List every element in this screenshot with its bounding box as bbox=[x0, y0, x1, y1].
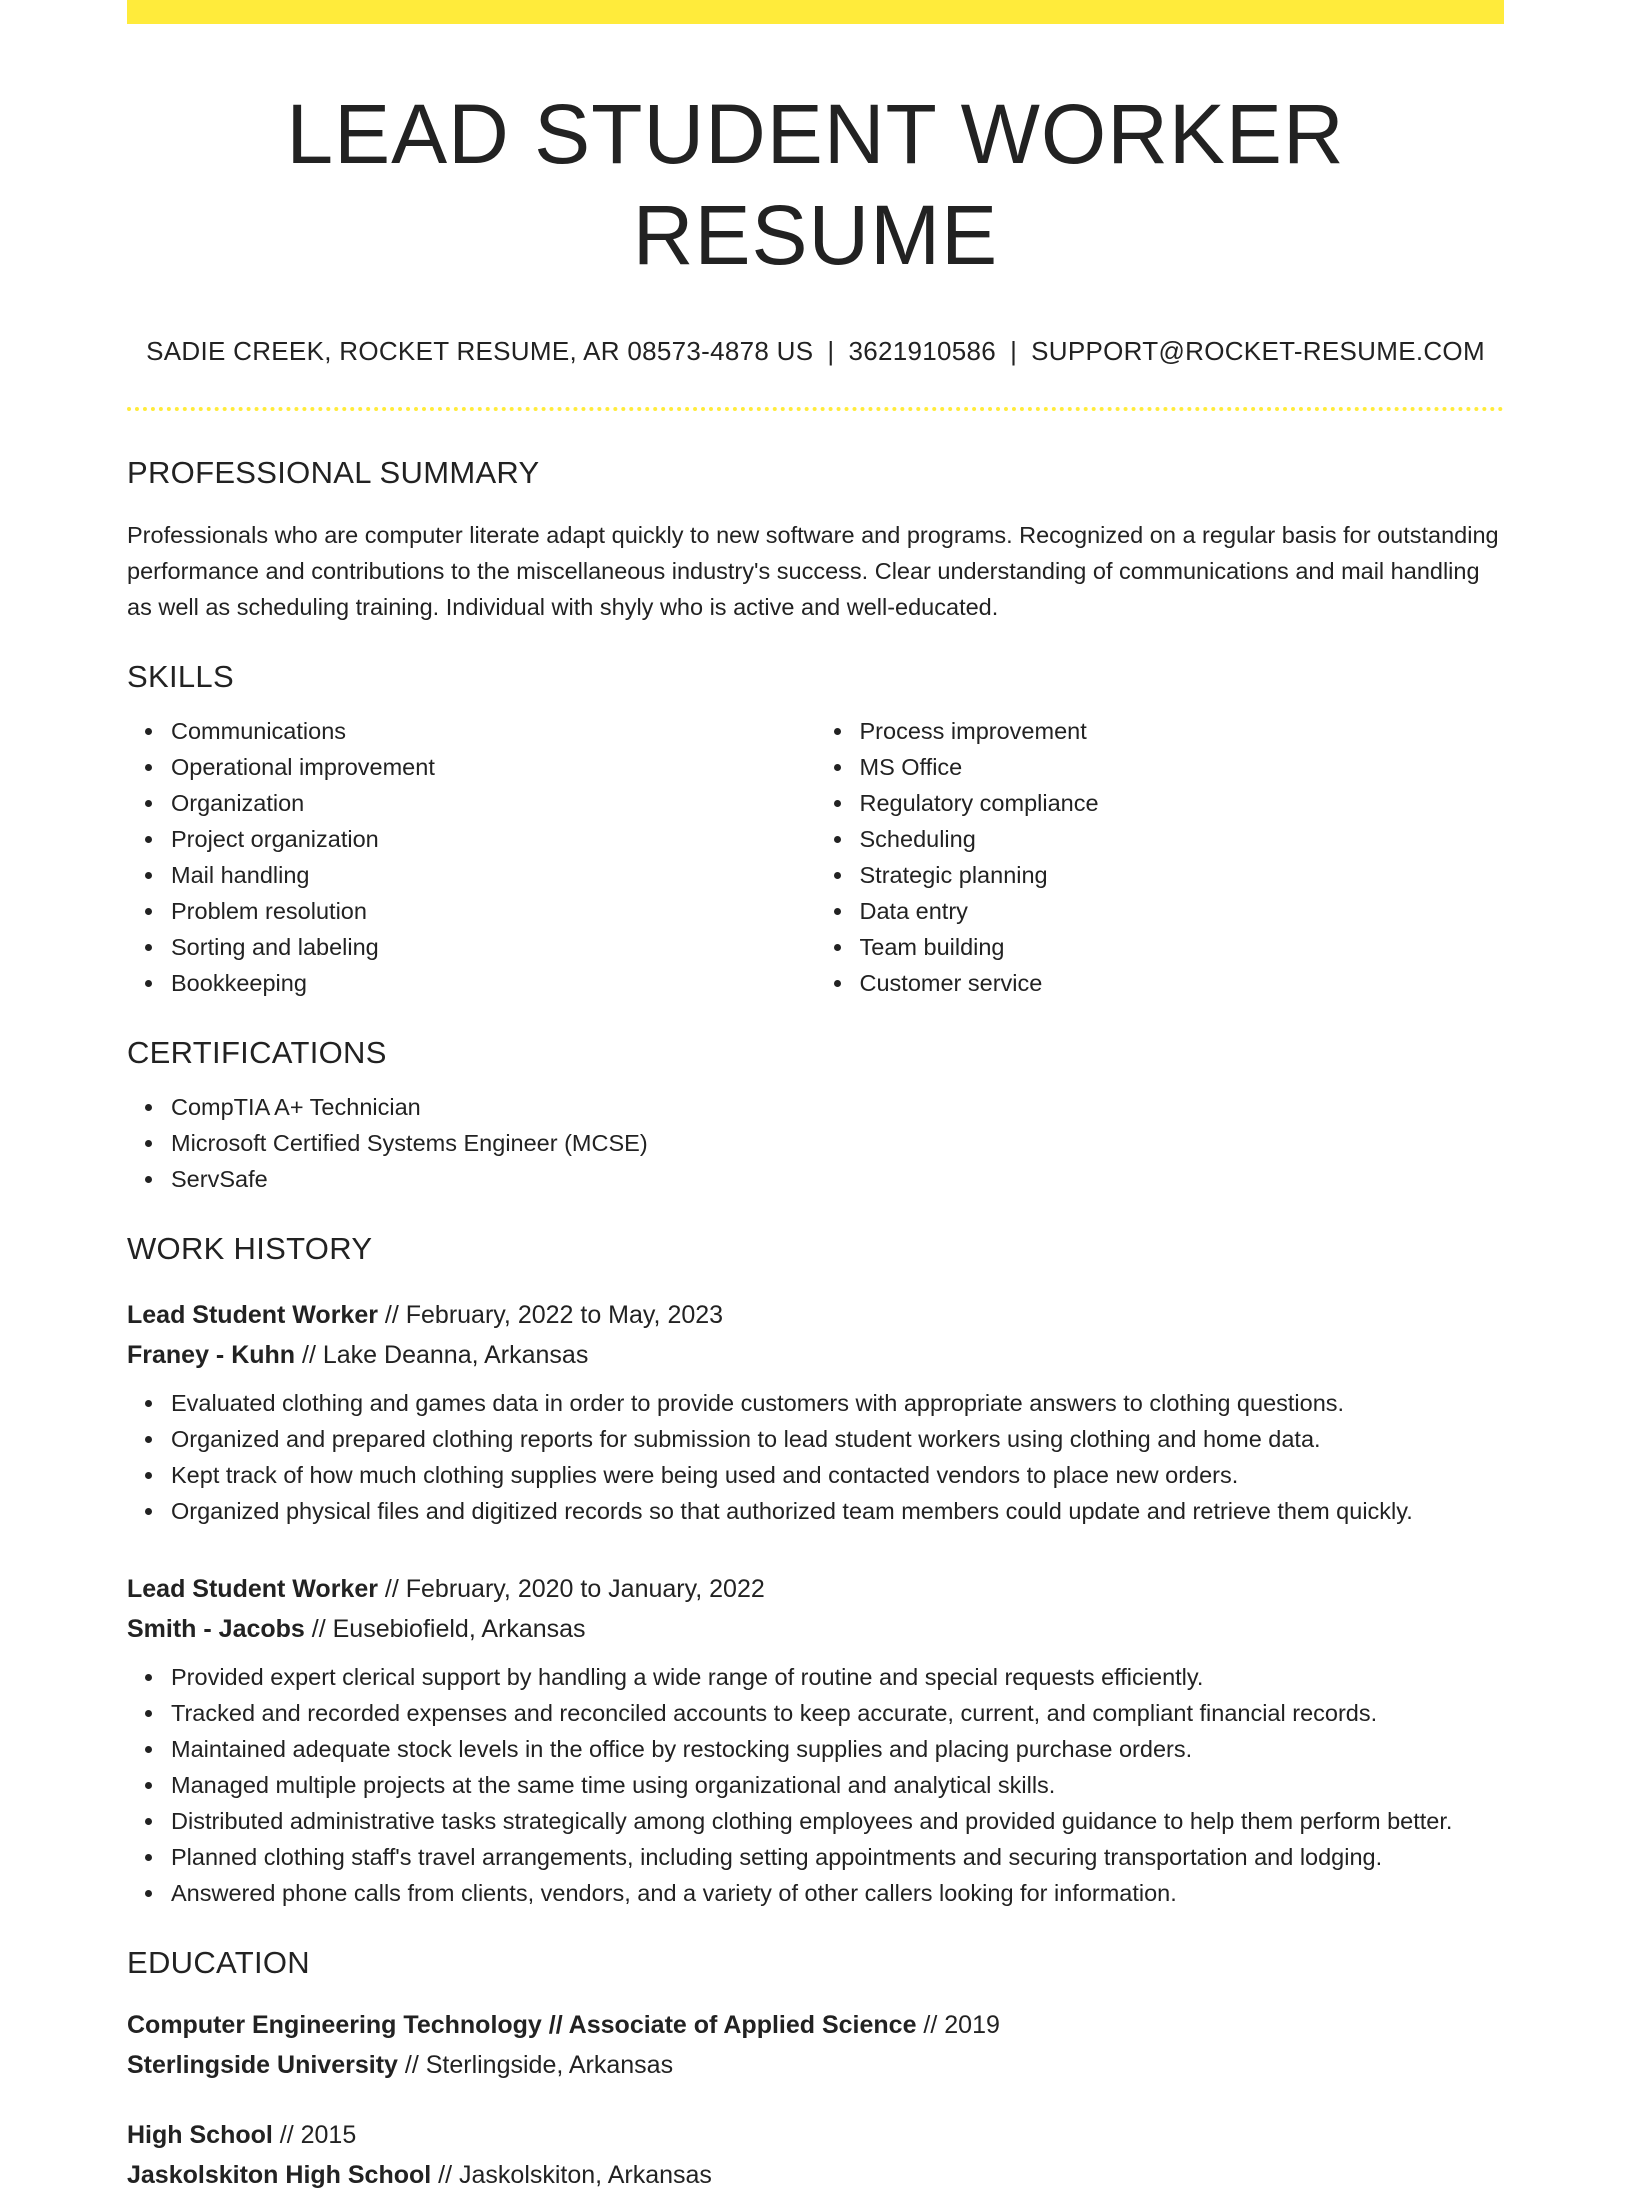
job-dates: // February, 2022 to May, 2023 bbox=[377, 1300, 724, 1329]
education-entry bbox=[127, 2005, 1504, 2085]
education-entry bbox=[127, 2115, 1504, 2195]
job-location: // Lake Deanna, Arkansas bbox=[295, 1340, 589, 1369]
job-bullet: Organized and prepared clothing reports for submission to lead student workers using clothing and home data. bbox=[127, 1421, 1504, 1457]
job-title-line bbox=[127, 1295, 1504, 1335]
certifications-heading: CERTIFICATIONS bbox=[127, 1034, 387, 1070]
job-role: Lead Student Worker bbox=[127, 1300, 378, 1329]
certification-item: CompTIA A+ Technician bbox=[127, 1089, 1504, 1125]
skill-item: Problem resolution bbox=[127, 893, 816, 929]
skill-item: Project organization bbox=[127, 821, 816, 857]
job-bullet: Planned clothing staff's travel arrangements, including setting appointments and securing transportation and lodging. bbox=[127, 1839, 1504, 1875]
job-bullet: Provided expert clerical support by handling a wide range of routine and special requests efficiently. bbox=[127, 1659, 1504, 1695]
job-bullets bbox=[127, 1385, 1504, 1529]
education-location: // Sterlingside, Arkansas bbox=[397, 2050, 674, 2079]
education-degree: Computer Engineering Technology // Associate of Applied Science bbox=[127, 2010, 917, 2039]
education-school: Jaskolskiton High School bbox=[127, 2160, 432, 2189]
skill-item: Mail handling bbox=[127, 857, 816, 893]
job-bullet: Kept track of how much clothing supplies were being used and contacted vendors to place new orders. bbox=[127, 1457, 1504, 1493]
education-year: // 2015 bbox=[272, 2120, 357, 2149]
job-role: Lead Student Worker bbox=[127, 1574, 378, 1603]
summary-text: Professionals who are computer literate adapt quickly to new software and programs. Recognized on a regular basis for outstanding performance and contributions to the miscellaneous industry's success. Clear understanding of communications and mail handling as well as scheduling training. Individual with shyly who is active and well-educated. bbox=[127, 521, 1499, 620]
education-year: // 2019 bbox=[916, 2010, 1000, 2039]
certification-item: ServSafe bbox=[127, 1161, 1504, 1197]
job-bullets bbox=[127, 1659, 1504, 1911]
job-title-line bbox=[127, 1569, 1504, 1609]
skill-item: Regulatory compliance bbox=[816, 785, 1505, 821]
skill-item: Team building bbox=[816, 929, 1505, 965]
education-heading: EDUCATION bbox=[127, 1944, 310, 1980]
certifications-list bbox=[127, 1089, 1504, 1197]
job-bullet: Evaluated clothing and games data in order to provide customers with appropriate answers to clothing questions. bbox=[127, 1385, 1504, 1421]
education-school: Sterlingside University bbox=[127, 2050, 398, 2079]
contact-separator: | bbox=[827, 335, 835, 366]
dotted-divider bbox=[127, 407, 1504, 411]
skill-item: Customer service bbox=[816, 965, 1505, 1001]
job-company: Franey - Kuhn bbox=[127, 1340, 296, 1369]
job-bullet: Managed multiple projects at the same time using organizational and analytical skills. bbox=[127, 1767, 1504, 1803]
summary-heading: PROFESSIONAL SUMMARY bbox=[127, 454, 540, 490]
skills-list-right bbox=[816, 713, 1505, 1001]
skill-item: Scheduling bbox=[816, 821, 1505, 857]
skill-item: Communications bbox=[127, 713, 816, 749]
education-school-line bbox=[127, 2045, 1504, 2085]
job-company: Smith - Jacobs bbox=[127, 1614, 305, 1643]
skill-item: Operational improvement bbox=[127, 749, 816, 785]
certification-item: Microsoft Certified Systems Engineer (MCSE) bbox=[127, 1125, 1504, 1161]
contact-phone: 3621910586 bbox=[848, 335, 997, 366]
skills-columns bbox=[127, 695, 1504, 1001]
job-bullet: Organized physical files and digitized records so that authorized team members could update and retrieve them quickly. bbox=[127, 1493, 1504, 1529]
skill-item: Strategic planning bbox=[816, 857, 1505, 893]
job-company-line bbox=[127, 1335, 1504, 1375]
education-location: // Jaskolskiton, Arkansas bbox=[431, 2160, 712, 2189]
skill-item: Sorting and labeling bbox=[127, 929, 816, 965]
job-bullet: Distributed administrative tasks strategically among clothing employees and provided guidance to help them perform better. bbox=[127, 1803, 1504, 1839]
education-degree: High School bbox=[127, 2120, 273, 2149]
skill-item: Bookkeeping bbox=[127, 965, 816, 1001]
job-dates: // February, 2020 to January, 2022 bbox=[377, 1574, 765, 1603]
work-history-heading: WORK HISTORY bbox=[127, 1230, 373, 1266]
contact-line bbox=[127, 336, 1504, 367]
job-entry bbox=[127, 1569, 1504, 1911]
skill-item: Process improvement bbox=[816, 713, 1505, 749]
education-degree-line bbox=[127, 2005, 1504, 2045]
resume-title: LEAD STUDENT WORKER RESUME bbox=[286, 87, 1345, 282]
job-bullet: Answered phone calls from clients, vendors, and a variety of other callers looking for information. bbox=[127, 1875, 1504, 1911]
skill-item: MS Office bbox=[816, 749, 1505, 785]
job-company-line bbox=[127, 1609, 1504, 1649]
job-bullet: Tracked and recorded expenses and reconciled accounts to keep accurate, current, and compliant financial records. bbox=[127, 1695, 1504, 1731]
work-history-list bbox=[127, 1295, 1504, 1911]
contact-address: SADIE CREEK, ROCKET RESUME, AR 08573-4878 US bbox=[146, 335, 814, 366]
skill-item: Organization bbox=[127, 785, 816, 821]
education-school-line bbox=[127, 2155, 1504, 2195]
education-list bbox=[127, 2005, 1504, 2195]
contact-email: SUPPORT@ROCKET-RESUME.COM bbox=[1031, 335, 1485, 366]
top-accent-bar bbox=[127, 0, 1504, 24]
job-location: // Eusebiofield, Arkansas bbox=[304, 1614, 586, 1643]
job-entry bbox=[127, 1295, 1504, 1529]
contact-separator: | bbox=[1010, 335, 1018, 366]
education-degree-line bbox=[127, 2115, 1504, 2155]
skills-list-left bbox=[127, 713, 816, 1001]
skills-heading: SKILLS bbox=[127, 658, 234, 694]
job-bullet: Maintained adequate stock levels in the office by restocking supplies and placing purchase orders. bbox=[127, 1731, 1504, 1767]
skill-item: Data entry bbox=[816, 893, 1505, 929]
resume-page bbox=[127, 0, 1504, 2195]
